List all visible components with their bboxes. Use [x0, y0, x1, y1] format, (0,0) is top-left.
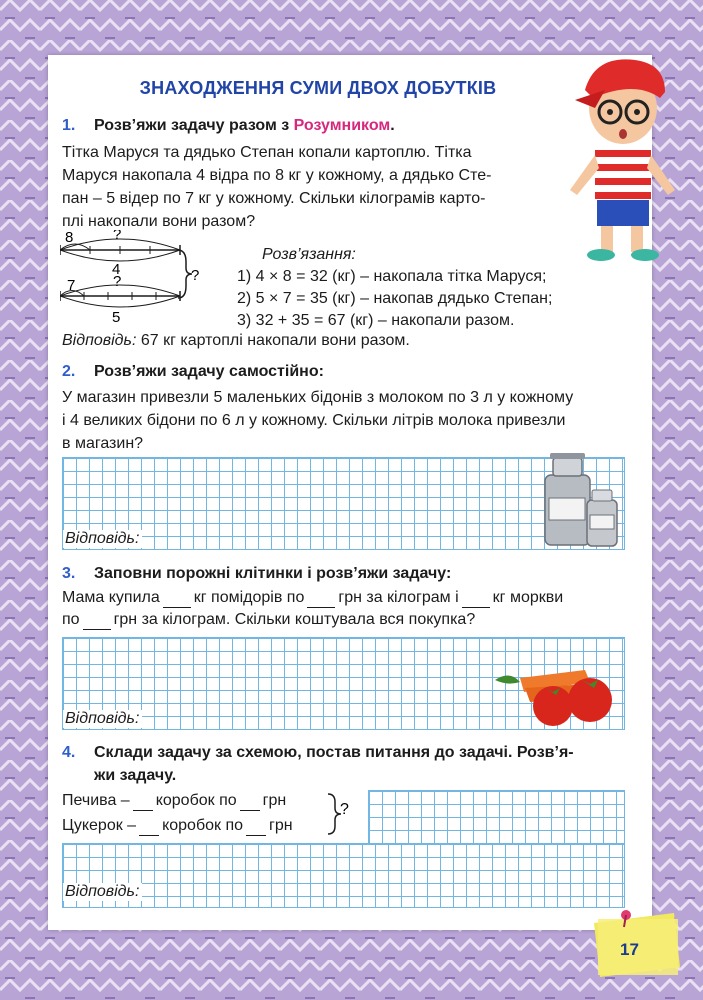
task3-line2 — [62, 611, 475, 630]
task4-row-label: Печива – — [62, 792, 130, 809]
vegetables-illustration — [490, 650, 615, 730]
milk-cans-illustration — [535, 450, 625, 550]
task4-row-text: коробок по — [155, 792, 237, 809]
blank-carrots-kg[interactable] — [462, 589, 490, 608]
scheme-bottom-seg: 7 — [67, 277, 76, 294]
scheme-top-seg: 8 — [65, 230, 74, 246]
task4-heading — [62, 741, 574, 787]
task4-row-label: Цукерок – — [62, 817, 137, 834]
task3-text: кг моркви — [492, 589, 564, 606]
scheme-total-q: ? — [191, 267, 200, 284]
task3-heading-text: Заповни порожні клітинки і розв’яжи задачу: — [94, 565, 452, 582]
task2-number: 2. — [62, 363, 76, 380]
task3-text: грн за кілограм і — [338, 589, 459, 606]
task1-step: 1) 4 × 8 = 32 (кг) – накопала тітка Маруся; — [237, 268, 547, 285]
task1-answer — [62, 329, 410, 352]
page-number: 17 — [620, 940, 639, 959]
task4-row-text: коробок по — [162, 817, 244, 834]
task1-answer-text: 67 кг картоплі накопали вони разом. — [136, 332, 410, 349]
task1-scheme — [60, 230, 210, 330]
task3-text: по — [62, 611, 80, 628]
task1-heading-name: Розумником — [293, 117, 391, 134]
task4-brace-q: ? — [340, 801, 349, 818]
blank-candy-price[interactable] — [246, 817, 266, 836]
scheme-bottom-count: 5 — [112, 309, 121, 326]
task2-line: в магазин? — [62, 435, 144, 452]
task3-text: Мама купила — [62, 589, 160, 606]
blank-cookie-boxes[interactable] — [133, 792, 153, 811]
task4-row-unit: грн — [262, 792, 287, 809]
scheme-top-count: 4 — [112, 261, 121, 278]
task4-condition-grid[interactable] — [368, 790, 625, 844]
task3-text: грн за кілограм. Скільки коштувала вся покупка? — [113, 611, 476, 628]
scheme-bottom-q: ? — [113, 273, 122, 290]
blank-tomato-price[interactable] — [307, 589, 335, 608]
task4-heading-text: жи задачу. — [94, 767, 177, 784]
task1-heading-suffix: . — [390, 117, 395, 134]
task4-heading-text: Склади задачу за схемою, постав питання до задачі. Розв’я- — [94, 744, 574, 761]
task3-text: кг помідорів по — [193, 589, 305, 606]
task4-number: 4. — [62, 744, 76, 761]
task2-answer-label: Відповідь: — [63, 530, 142, 548]
page-title: ЗНАХОДЖЕННЯ СУМИ ДВОХ ДОБУТКІВ — [139, 78, 497, 98]
task1-answer-label: Відповідь: — [62, 332, 137, 349]
task3-line1 — [62, 589, 563, 608]
task2-line: У магазин привезли 5 маленьких бідонів з молоком по 3 л у кожному — [62, 389, 574, 406]
blank-cookie-price[interactable] — [240, 792, 260, 811]
task1-line: Тітка Маруся та дядько Степан копали картоплю. Тітка — [62, 144, 472, 161]
task1-step: 3) 32 + 35 = 67 (кг) – накопали разом. — [237, 312, 515, 329]
task3-number: 3. — [62, 565, 76, 582]
task4-brace — [326, 790, 356, 840]
task4-row — [62, 792, 286, 811]
task1-heading — [62, 117, 395, 135]
task4-row — [62, 817, 293, 836]
task2-heading — [62, 363, 324, 381]
task1-text — [62, 141, 552, 233]
character-illustration — [565, 50, 680, 265]
task1-line: пан – 5 відер по 7 кг у кожному. Скільки кілограмів карто- — [62, 190, 486, 207]
task3-answer-label: Відповідь: — [63, 710, 142, 728]
task4-row-unit: грн — [269, 817, 293, 834]
task3-heading — [62, 565, 451, 583]
task1-step: 2) 5 × 7 = 35 (кг) – накопав дядько Степан; — [237, 290, 553, 307]
task2-line: і 4 великих бідони по 6 л у кожному. Скільки літрів молока привезли — [62, 412, 566, 429]
task1-line: плі накопали вони разом? — [62, 213, 256, 230]
scheme-top-q: ? — [113, 230, 122, 243]
task2-text — [62, 386, 637, 455]
task4-answer-grid[interactable] — [62, 843, 625, 908]
task1-line: Маруся накопала 4 відра по 8 кг у кожному, а дядько Сте- — [62, 167, 492, 184]
task1-heading-text: Розв’яжи задачу разом з — [94, 117, 290, 134]
task2-heading-text: Розв’яжи задачу самостійно: — [94, 363, 324, 380]
task1-solution-label: Розв’язання: — [262, 246, 356, 263]
task1-number: 1. — [62, 117, 76, 134]
blank-carrot-price[interactable] — [83, 611, 111, 630]
task4-answer-label: Відповідь: — [63, 883, 142, 901]
blank-candy-boxes[interactable] — [139, 817, 159, 836]
blank-tomatoes-kg[interactable] — [163, 589, 191, 608]
